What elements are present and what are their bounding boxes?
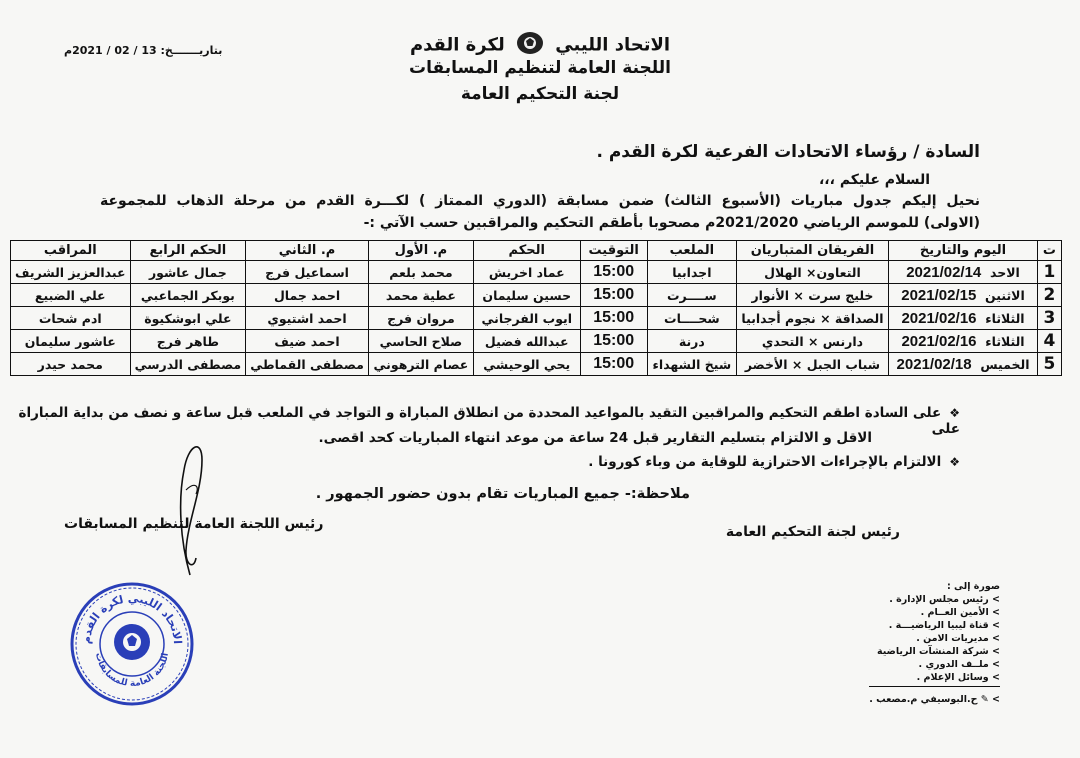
cell-referee: عماد اخريش bbox=[473, 261, 580, 284]
cell-ar1: صلاح الحاسي bbox=[368, 330, 473, 353]
cc-item: > الأمين العــام . bbox=[920, 607, 1000, 618]
cell-ar2: احمد اشتيوي bbox=[246, 307, 369, 330]
col-header: م. الثاني bbox=[246, 241, 369, 261]
cell-day-date bbox=[889, 307, 1038, 330]
table-row bbox=[11, 284, 1062, 307]
cell-ar1: محمد بلعم bbox=[368, 261, 473, 284]
cell-ar1: عصام الترهوني bbox=[368, 353, 473, 376]
cell-day-date bbox=[889, 353, 1038, 376]
cell-observer: عاشور سليمان bbox=[11, 330, 131, 353]
cell-ar2: مصطفى القماطي bbox=[246, 353, 369, 376]
cell-day: الاثنين bbox=[985, 287, 1025, 303]
note-1-line-1: على السادة اطقم التحكيم والمراقبين التقيد بالمواعيد المحددة من انطلاق المباراة و التواجد في الملعب قبل ساعة و نصف من بداية المباراة على bbox=[18, 405, 960, 437]
cell-referee: حسين سليمان bbox=[473, 284, 580, 307]
cell-fourth: جمال عاشور bbox=[130, 261, 246, 284]
cell-day-date bbox=[889, 284, 1038, 307]
cell-time: 15:00 bbox=[580, 353, 647, 376]
diamond-bullet-icon: ❖ bbox=[949, 406, 960, 420]
table-header-row bbox=[11, 241, 1062, 261]
remark: ملاحظة:- جميع المباريات تقام بدون حضور الجمهور . bbox=[315, 486, 690, 502]
cell-teams: التعاون× الهلال bbox=[736, 261, 888, 284]
stamp-text-outer: الاتحاد الليبي لكرة القدم bbox=[79, 591, 185, 645]
cell-ar2: احمد ضيف bbox=[246, 330, 369, 353]
cell-day-date bbox=[889, 330, 1038, 353]
handwritten-signature-icon bbox=[150, 430, 240, 580]
letter-body-2: (الاولى) للموسم الرياضي 2021/2020م مصحوبا بأطقم التحكيم والمراقبين حسب الآتي :- bbox=[363, 215, 980, 231]
cell-date: 2021/02/18 bbox=[896, 355, 972, 373]
cc-item: > ملــف الدوري . bbox=[918, 659, 1000, 670]
note-2-text: الالتزام بالإجراءات الاحترازية للوقاية من وباء كورونا . bbox=[588, 454, 942, 470]
table-row bbox=[11, 307, 1062, 330]
cell-referee: يحي الوحيشي bbox=[473, 353, 580, 376]
letter-recipient: السادة / رؤساء الاتحادات الفرعية لكرة القدم . bbox=[596, 142, 980, 162]
letter-body-1: نحيل إليكم جدول مباريات (الأسبوع الثالث) ضمن مسابقة (الدوري الممتاز ) لكـــرة القدم من مرحلة الذهاب للمجموعة bbox=[100, 193, 980, 209]
cell-teams: خليج سرت × الأنوار bbox=[736, 284, 888, 307]
cell-stadium: درنة bbox=[647, 330, 736, 353]
col-header: الحكم الرابع bbox=[130, 241, 246, 261]
col-header: المراقب bbox=[11, 241, 131, 261]
table-row bbox=[11, 261, 1062, 284]
cell-ar1: مروان فرج bbox=[368, 307, 473, 330]
cell-stadium: شحــــات bbox=[647, 307, 736, 330]
cell-referee: عبدالله فضيل bbox=[473, 330, 580, 353]
cell-day-date bbox=[889, 261, 1038, 284]
cell-fourth: طاهر فرج bbox=[130, 330, 246, 353]
cell-ar2: اسماعيل فرج bbox=[246, 261, 369, 284]
cell-teams: شباب الجبل × الأخضر bbox=[736, 353, 888, 376]
cell-observer: علي الضبيع bbox=[11, 284, 131, 307]
cell-time: 15:00 bbox=[580, 284, 647, 307]
letter-date: بتاريـــــــخ: 13 / 02 / 2021م bbox=[64, 44, 223, 57]
pen-icon: ✎ bbox=[980, 694, 989, 705]
cell-no: 4 bbox=[1037, 330, 1061, 353]
cell-teams: الصداقة × نجوم أجدابيا bbox=[736, 307, 888, 330]
cell-no: 2 bbox=[1037, 284, 1061, 307]
cell-observer: عبدالعزيز الشريف bbox=[11, 261, 131, 284]
cell-stadium: اجدابيا bbox=[647, 261, 736, 284]
header-line-3: لجنة التحكيم العامة bbox=[460, 84, 620, 104]
cell-time: 15:00 bbox=[580, 307, 647, 330]
cell-day: الثلاثاء bbox=[985, 333, 1025, 349]
cc-item: > ✎ ح.البوسيفي م.مصعب . bbox=[869, 694, 1000, 705]
table-row bbox=[11, 330, 1062, 353]
cc-item: > مديريات الامن . bbox=[916, 633, 1000, 644]
cell-referee: ايوب الفرجاني bbox=[473, 307, 580, 330]
cell-ar1: عطية محمد bbox=[368, 284, 473, 307]
stamp-text-inner: اللجنة العامة للمسابقات bbox=[92, 651, 171, 690]
cell-teams: دارنس × التحدي bbox=[736, 330, 888, 353]
cell-date: 2021/02/15 bbox=[901, 286, 977, 304]
official-stamp-icon bbox=[68, 580, 196, 708]
cell-fourth: مصطفى الدرسي bbox=[130, 353, 246, 376]
col-header: الحكم bbox=[473, 241, 580, 261]
cell-ar2: احمد جمال bbox=[246, 284, 369, 307]
federation-name: الاتحاد الليبي bbox=[555, 34, 671, 56]
note-bullet-2 bbox=[588, 454, 960, 470]
col-header: م. الأول bbox=[368, 241, 473, 261]
cell-fourth: بوبكر الجماعبي bbox=[130, 284, 246, 307]
header-line-2: اللجنة العامة لتنظيم المسابقات bbox=[409, 58, 671, 78]
col-header: ت bbox=[1037, 241, 1061, 261]
cc-list bbox=[869, 580, 1000, 706]
cc-item: > وسائل الإعلام . bbox=[869, 671, 1000, 687]
federation-logo-icon bbox=[515, 30, 545, 61]
signature-title-left: رئيس اللجنة العامة لتنظيم المسابقات bbox=[64, 516, 324, 532]
cell-no: 3 bbox=[1037, 307, 1061, 330]
cell-time: 15:00 bbox=[580, 261, 647, 284]
cell-fourth: علي ابوشكيوة bbox=[130, 307, 246, 330]
cell-no: 1 bbox=[1037, 261, 1061, 284]
letter-greeting: السلام عليكم ،،، bbox=[818, 172, 930, 188]
cc-item: > شركة المنشآت الرياضية bbox=[877, 646, 1000, 657]
cell-date: 2021/02/14 bbox=[906, 263, 982, 281]
signature-title-right: رئيس لجنة التحكيم العامة bbox=[725, 524, 900, 540]
cc-title: صورة إلى : bbox=[946, 581, 1000, 592]
col-header: التوقيت bbox=[580, 241, 647, 261]
cell-day: الخميس bbox=[980, 356, 1030, 372]
cell-observer: ادم شحات bbox=[11, 307, 131, 330]
cc-item: > رئيس مجلس الإدارة . bbox=[889, 594, 1000, 605]
col-header: اليوم والتاريخ bbox=[889, 241, 1038, 261]
note-1-line-2: الاقل و الالتزام بتسليم التقارير قبل 24 ساعة من موعد انتهاء المباريات كحد اقصى. bbox=[318, 430, 872, 446]
cell-day: الاحد bbox=[990, 264, 1020, 280]
cell-observer: محمد حيدر bbox=[11, 353, 131, 376]
col-header: الملعب bbox=[647, 241, 736, 261]
cell-date: 2021/02/16 bbox=[901, 309, 977, 327]
cell-time: 15:00 bbox=[580, 330, 647, 353]
cell-stadium: ســــرت bbox=[647, 284, 736, 307]
match-schedule-table bbox=[10, 240, 1062, 376]
federation-sport: لكرة القدم bbox=[409, 34, 505, 56]
cell-stadium: شيخ الشهداء bbox=[647, 353, 736, 376]
cell-no: 5 bbox=[1037, 353, 1061, 376]
diamond-bullet-icon: ❖ bbox=[949, 455, 960, 469]
table-row bbox=[11, 353, 1062, 376]
cc-item: > قناة ليبيا الرياضيـــة . bbox=[888, 620, 1000, 631]
cell-date: 2021/02/16 bbox=[901, 332, 977, 350]
col-header: الفريقان المتباريان bbox=[736, 241, 888, 261]
cell-day: الثلاثاء bbox=[985, 310, 1025, 326]
